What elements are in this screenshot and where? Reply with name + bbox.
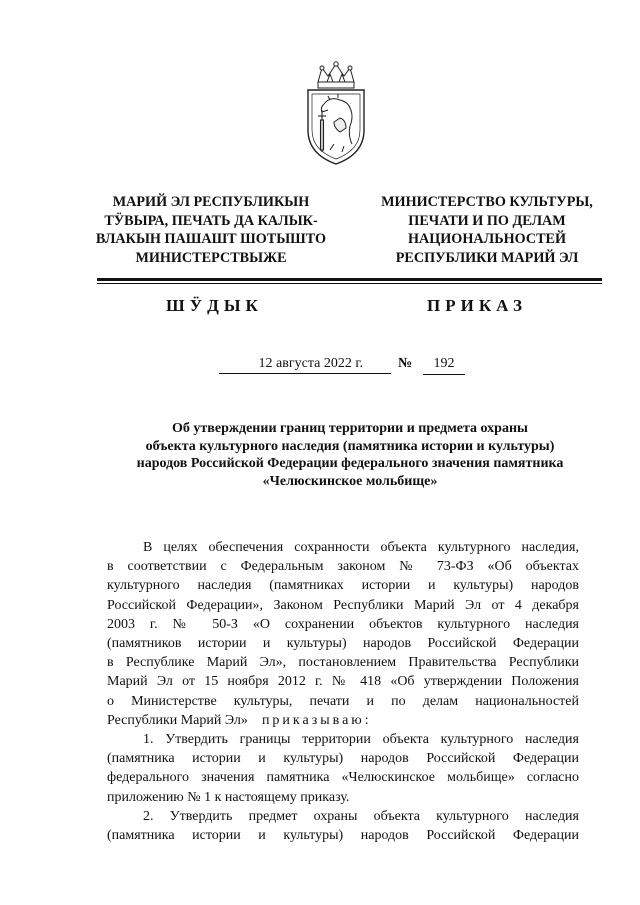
org-line: РЕСПУБЛИКИ МАРИЙ ЭЛ: [395, 249, 579, 266]
paragraph-preamble: [107, 538, 579, 730]
crown-icon: [318, 62, 354, 88]
organization-name-russian: [366, 193, 608, 267]
text-line: в соответствии с Федеральным законом № 73-ФЗ «Об объектах: [107, 559, 579, 575]
text-line: Марий Эл от 15 ноября 2012 г. № 418 «Об утверждении Положения: [107, 674, 579, 690]
organization-name-mari: [78, 193, 344, 267]
paragraph-item-1: [107, 730, 579, 807]
header-divider-thin: [97, 283, 602, 284]
command-word: приказываю:: [261, 712, 372, 728]
text-line: Российской Федерации», Законом Республики Марий Эл от 4 декабря: [107, 597, 579, 613]
org-line: НАЦИОНАЛЬНОСТЕЙ: [407, 231, 567, 247]
org-line: МАРИЙ ЭЛ РЕСПУБЛИКЫН: [112, 194, 310, 210]
org-line: ПЕЧАТИ И ПО ДЕЛАМ: [408, 212, 566, 229]
document-type-mari: ШӰДЫК: [166, 296, 263, 315]
title-line: Об утверждении границ территории и предмета охраны: [172, 421, 528, 436]
header-divider-thick: [97, 278, 602, 281]
document-date: 12 августа 2022 г.: [219, 356, 391, 374]
coat-of-arms-emblem: [300, 60, 372, 166]
text-line: о Министерстве культуры, печати и по делам национальностей: [107, 693, 579, 709]
document-body: [107, 538, 579, 845]
text-fragment: Республики Марий Эл»: [107, 712, 248, 728]
text-line: культурного наследия (памятниках истории и культуры) народов: [107, 578, 579, 594]
text-line: 2. Утвердить предмет охраны объекта культурного наследия: [143, 808, 579, 824]
text-line: 2003 г. № 50-З «О сохранении объектов культурного наследия: [107, 616, 579, 632]
title-line: народов Российской Федерации федерального значения памятника: [136, 456, 564, 472]
text-line: (памятника истории и культуры) народов Российской Федерации: [107, 828, 579, 844]
org-line: ТӰВЫРА, ПЕЧАТЬ ДА КАЛЫК-: [104, 212, 318, 229]
text-line: федерального значения памятника «Челюскинское мольбище» согласно: [107, 770, 579, 786]
document-title: [100, 420, 600, 490]
text-line: [107, 711, 579, 730]
text-line: В целях обеспечения сохранности объекта культурного наследия,: [143, 540, 579, 555]
org-line: МИНИСТЕРСТВЫЖЕ: [135, 249, 287, 266]
title-line: объекта культурного наследия (памятника истории и культуры): [145, 438, 555, 454]
org-line: ВЛАКЫН ПАШАШТ ШОТЫШТО: [95, 231, 327, 247]
document-type-russian: ПРИКАЗ: [427, 296, 527, 315]
number-sign: №: [398, 356, 413, 371]
title-line: «Челюскинское мольбище»: [262, 473, 438, 489]
text-line: (памятника истории и культуры) народов Российской Федерации: [107, 751, 579, 767]
org-line: МИНИСТЕРСТВО КУЛЬТУРЫ,: [381, 194, 593, 210]
paragraph-item-2: [107, 807, 579, 845]
document-number: 192: [423, 356, 465, 375]
text-line: в Республике Марий Эл», постановлением Правительства Республики: [107, 655, 579, 671]
text-line: приложению № 1 к настоящему приказу.: [107, 789, 350, 805]
text-line: 1. Утвердить границы территории объекта культурного наследия: [143, 732, 579, 748]
text-line: (памятников истории и культуры) народов Российской Федерации: [107, 636, 579, 652]
